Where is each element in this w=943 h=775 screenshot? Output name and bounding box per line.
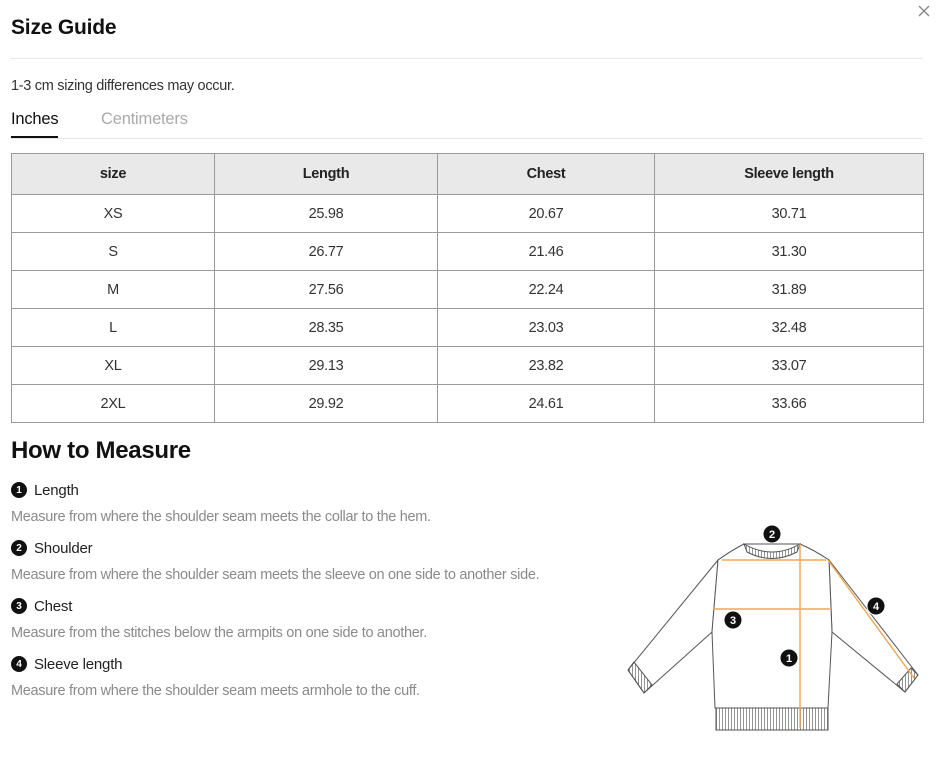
measure-description: Measure from where the shoulder seam meets the collar to the hem. — [11, 509, 431, 525]
number-2-badge: 2 — [11, 540, 27, 556]
how-to-measure-title: How to Measure — [11, 437, 191, 464]
tab-inches[interactable]: Inches — [11, 110, 58, 137]
measure-description: Measure from where the shoulder seam meets armhole to the cuff. — [11, 683, 420, 699]
diagram-marker-2-icon — [763, 525, 781, 543]
table-cell: 25.98 — [215, 195, 438, 233]
measure-label: Shoulder — [34, 539, 93, 557]
table-cell: 29.13 — [215, 347, 438, 385]
table-cell: 24.61 — [438, 385, 655, 423]
measure-description: Measure from where the shoulder seam meets the sleeve on one side to another side. — [11, 567, 540, 583]
column-header-length: Length — [215, 154, 438, 195]
table-cell: 32.48 — [655, 309, 924, 347]
page-title: Size Guide — [11, 16, 117, 39]
table-cell: 23.03 — [438, 309, 655, 347]
table-cell: 29.92 — [215, 385, 438, 423]
diagram-marker-4-icon — [867, 597, 885, 615]
table-row — [12, 233, 924, 271]
table-cell: 2XL — [12, 385, 215, 423]
marker-4-label: 4 — [872, 601, 880, 613]
table-cell: 27.56 — [215, 271, 438, 309]
measure-label: Length — [34, 481, 79, 499]
measure-label: Chest — [34, 597, 73, 615]
number-4-badge: 4 — [11, 656, 27, 672]
table-cell: 22.24 — [438, 271, 655, 309]
table-row — [12, 385, 924, 423]
column-header-sleeve-length: Sleeve length — [655, 154, 924, 195]
table-cell: 20.67 — [438, 195, 655, 233]
measure-item-length — [11, 480, 431, 525]
table-cell: XS — [12, 195, 215, 233]
table-cell: 26.77 — [215, 233, 438, 271]
table-cell: 31.89 — [655, 271, 924, 309]
diagram-marker-1-icon — [780, 649, 798, 667]
table-row — [12, 309, 924, 347]
marker-1-label: 1 — [785, 653, 793, 665]
unit-tabs — [11, 104, 923, 139]
column-header-size: size — [12, 154, 215, 195]
table-cell: 23.82 — [438, 347, 655, 385]
marker-2-label: 2 — [768, 529, 776, 541]
column-header-chest: Chest — [438, 154, 655, 195]
marker-3-label: 3 — [729, 615, 737, 627]
measure-description: Measure from the stitches below the armpits on one side to another. — [11, 625, 427, 641]
table-cell: 31.30 — [655, 233, 924, 271]
table-header-row — [12, 154, 924, 195]
modal-header — [11, 0, 923, 59]
table-cell: L — [12, 309, 215, 347]
table-cell: 33.07 — [655, 347, 924, 385]
sizing-note: 1-3 cm sizing differences may occur. — [11, 78, 235, 94]
diagram-marker-3-icon — [724, 611, 742, 629]
sweater-diagram — [622, 520, 922, 740]
close-icon[interactable] — [916, 3, 932, 19]
measure-item-shoulder — [11, 538, 539, 583]
table-cell: 30.71 — [655, 195, 924, 233]
table-row — [12, 195, 924, 233]
number-1-badge: 1 — [11, 482, 27, 498]
measure-item-sleeve-length — [11, 654, 420, 699]
table-row — [12, 271, 924, 309]
table-cell: XL — [12, 347, 215, 385]
table-cell: 28.35 — [215, 309, 438, 347]
tab-centimeters[interactable]: Centimeters — [101, 110, 188, 128]
size-table — [11, 153, 924, 423]
table-row — [12, 347, 924, 385]
measure-label: Sleeve length — [34, 655, 123, 673]
table-cell: S — [12, 233, 215, 271]
number-3-badge: 3 — [11, 598, 27, 614]
table-cell: 21.46 — [438, 233, 655, 271]
measure-item-chest — [11, 596, 427, 641]
table-cell: M — [12, 271, 215, 309]
sweater-outline-icon — [628, 544, 918, 730]
table-cell: 33.66 — [655, 385, 924, 423]
